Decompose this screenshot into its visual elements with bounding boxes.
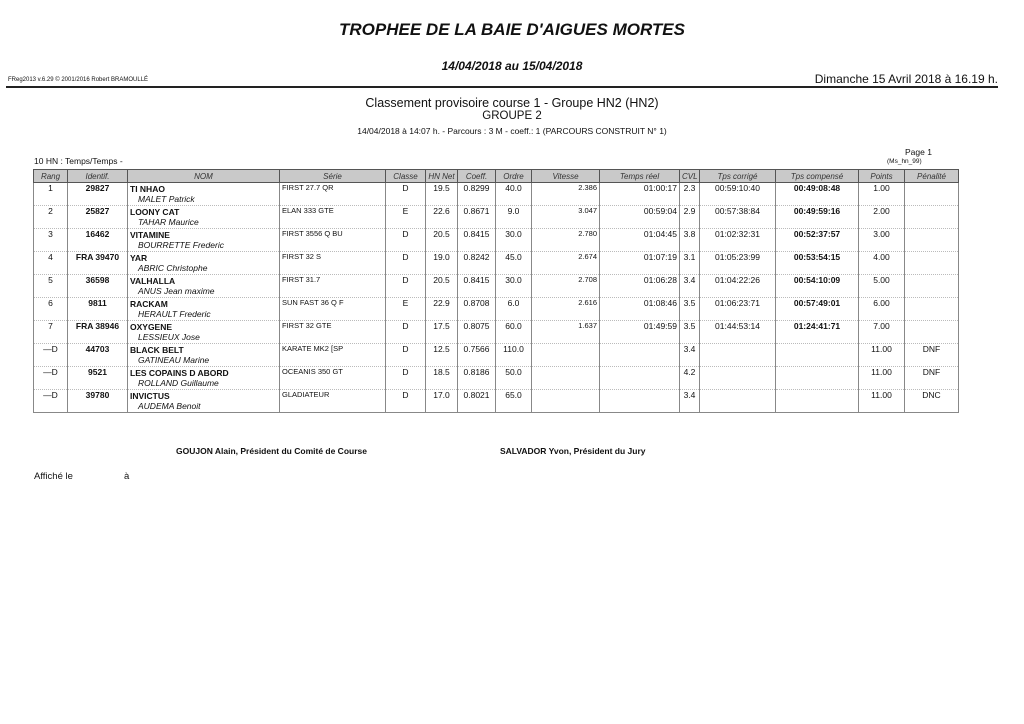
boat-type-cell: KARATE MK2 [SP: [280, 344, 386, 367]
real-time-cell: 01:08:46: [600, 298, 680, 321]
software-credit: FReg2013 v.6.29 © 2001/2016 Robert BRAMOULLÉ: [8, 77, 149, 83]
coeff-cell: 0.8075: [458, 321, 496, 344]
corrected-time-cell: 00:57:38:84: [700, 206, 776, 229]
boat-name: VALHALLA: [130, 276, 176, 286]
corrected-time-cell: 00:59:10:40: [700, 183, 776, 206]
class-cell: E: [386, 298, 426, 321]
order-cell: 40.0: [496, 183, 532, 206]
rank-cell: 2: [34, 206, 68, 229]
speed-cell: 2.708: [532, 275, 600, 298]
class-cell: E: [386, 206, 426, 229]
president-jury: SALVADOR Yvon, Président du Jury: [500, 446, 646, 456]
rank-cell: —D: [34, 390, 68, 413]
boat-name-cell: [128, 275, 280, 298]
corrected-time-cell: 01:05:23:99: [700, 252, 776, 275]
boat-name-cell: [128, 344, 280, 367]
boat-name: VITAMINE: [130, 230, 170, 240]
boat-type-cell: SUN FAST 36 Q F: [280, 298, 386, 321]
penalty-cell: DNF: [905, 367, 959, 390]
speed-cell: 1.637: [532, 321, 600, 344]
boat-name: LOONY CAT: [130, 207, 180, 217]
corrected-time-cell: [700, 367, 776, 390]
cvl-cell: 3.5: [680, 321, 700, 344]
cvl-cell: 4.2: [680, 367, 700, 390]
president-course: GOUJON Alain, Président du Comité de Course: [176, 446, 367, 456]
points-cell: 3.00: [859, 229, 905, 252]
coeff-cell: 0.8242: [458, 252, 496, 275]
table-row: [34, 275, 959, 298]
boat-type-cell: FIRST 32 GTE: [280, 321, 386, 344]
coeff-cell: 0.8299: [458, 183, 496, 206]
hn-net-cell: 18.5: [426, 367, 458, 390]
order-cell: 30.0: [496, 275, 532, 298]
compensated-time-cell: 00:49:59:16: [776, 206, 859, 229]
rank-cell: —D: [34, 367, 68, 390]
col-header-hn-net: HN Net: [426, 170, 458, 183]
table-row: [34, 344, 959, 367]
order-cell: 30.0: [496, 229, 532, 252]
points-cell: 1.00: [859, 183, 905, 206]
corrected-time-cell: [700, 390, 776, 413]
corrected-time-cell: 01:04:22:26: [700, 275, 776, 298]
cvl-cell: 3.1: [680, 252, 700, 275]
corrected-time-cell: 01:02:32:31: [700, 229, 776, 252]
points-cell: 11.00: [859, 367, 905, 390]
real-time-cell: 01:06:28: [600, 275, 680, 298]
boat-name: TI NHAO: [130, 184, 165, 194]
real-time-cell: 00:59:04: [600, 206, 680, 229]
col-header-identif: Identif.: [68, 170, 128, 183]
rank-cell: —D: [34, 344, 68, 367]
rank-cell: 4: [34, 252, 68, 275]
hn-net-cell: 19.5: [426, 183, 458, 206]
race-group: GROUPE 2: [482, 110, 542, 122]
sail-number-cell: 36598: [68, 275, 128, 298]
table-row: [34, 390, 959, 413]
boat-name-cell: [128, 367, 280, 390]
scoring-method: 10 HN : Temps/Temps -: [34, 156, 123, 166]
real-time-cell: 01:07:19: [600, 252, 680, 275]
penalty-cell: [905, 183, 959, 206]
coeff-cell: 0.8708: [458, 298, 496, 321]
points-cell: 5.00: [859, 275, 905, 298]
points-cell: 11.00: [859, 390, 905, 413]
real-time-cell: 01:49:59: [600, 321, 680, 344]
real-time-cell: [600, 367, 680, 390]
skipper-name: TAHAR Maurice: [138, 217, 199, 227]
hn-net-cell: 17.0: [426, 390, 458, 413]
points-cell: 7.00: [859, 321, 905, 344]
order-cell: 50.0: [496, 367, 532, 390]
table-row: [34, 321, 959, 344]
compensated-time-cell: 00:52:37:57: [776, 229, 859, 252]
cvl-cell: 2.9: [680, 206, 700, 229]
speed-cell: [532, 367, 600, 390]
rank-cell: 5: [34, 275, 68, 298]
order-cell: 6.0: [496, 298, 532, 321]
order-cell: 60.0: [496, 321, 532, 344]
class-cell: D: [386, 321, 426, 344]
col-header-classe: Classe: [386, 170, 426, 183]
cvl-cell: 3.4: [680, 344, 700, 367]
points-cell: 2.00: [859, 206, 905, 229]
table-row: [34, 183, 959, 206]
speed-cell: [532, 344, 600, 367]
coeff-cell: 0.8415: [458, 229, 496, 252]
class-cell: D: [386, 367, 426, 390]
corrected-time-cell: [700, 344, 776, 367]
real-time-cell: [600, 390, 680, 413]
speed-cell: 2.386: [532, 183, 600, 206]
boat-name-cell: [128, 390, 280, 413]
coeff-cell: 0.8186: [458, 367, 496, 390]
penalty-cell: [905, 298, 959, 321]
boat-name: INVICTUS: [130, 391, 170, 401]
penalty-cell: [905, 321, 959, 344]
rank-cell: 3: [34, 229, 68, 252]
hn-net-cell: 20.5: [426, 275, 458, 298]
real-time-cell: 01:04:45: [600, 229, 680, 252]
col-header-tps-compense: Tps compensé: [776, 170, 859, 183]
order-cell: 110.0: [496, 344, 532, 367]
corrected-time-cell: 01:44:53:14: [700, 321, 776, 344]
class-cell: D: [386, 344, 426, 367]
speed-cell: 2.616: [532, 298, 600, 321]
class-cell: D: [386, 183, 426, 206]
col-header-nom: NOM: [128, 170, 280, 183]
real-time-cell: 01:00:17: [600, 183, 680, 206]
cvl-cell: 3.4: [680, 390, 700, 413]
boat-type-cell: OCEANIS 350 GT: [280, 367, 386, 390]
speed-cell: 3.047: [532, 206, 600, 229]
skipper-name: AUDEMA Benoit: [138, 401, 201, 411]
boat-name: BLACK BELT: [130, 345, 184, 355]
points-cell: 6.00: [859, 298, 905, 321]
compensated-time-cell: 00:54:10:09: [776, 275, 859, 298]
boat-name-cell: [128, 229, 280, 252]
sail-number-cell: 25827: [68, 206, 128, 229]
boat-type-cell: FIRST 32 S: [280, 252, 386, 275]
compensated-time-cell: 01:24:41:71: [776, 321, 859, 344]
penalty-cell: [905, 275, 959, 298]
page-number: Page 1: [905, 147, 932, 157]
hn-net-cell: 22.9: [426, 298, 458, 321]
coeff-cell: 0.7566: [458, 344, 496, 367]
sail-number-cell: 29827: [68, 183, 128, 206]
coeff-cell: 0.8671: [458, 206, 496, 229]
speed-cell: [532, 390, 600, 413]
skipper-name: HERAULT Frederic: [138, 309, 211, 319]
cvl-cell: 3.8: [680, 229, 700, 252]
header-rule: [6, 86, 998, 88]
skipper-name: ABRIC Christophe: [138, 263, 208, 273]
boat-type-cell: FIRST 27.7 QR: [280, 183, 386, 206]
compensated-time-cell: 00:49:08:48: [776, 183, 859, 206]
cvl-cell: 3.5: [680, 298, 700, 321]
col-header-rang: Rang: [34, 170, 68, 183]
class-cell: D: [386, 275, 426, 298]
hn-net-cell: 22.6: [426, 206, 458, 229]
sail-number-cell: FRA 38946: [68, 321, 128, 344]
hn-net-cell: 17.5: [426, 321, 458, 344]
table-row: [34, 229, 959, 252]
skipper-name: MALET Patrick: [138, 194, 195, 204]
table-row: [34, 298, 959, 321]
boat-name-cell: [128, 252, 280, 275]
points-cell: 11.00: [859, 344, 905, 367]
coeff-cell: 0.8415: [458, 275, 496, 298]
order-cell: 9.0: [496, 206, 532, 229]
table-row: [34, 367, 959, 390]
order-cell: 65.0: [496, 390, 532, 413]
col-header-points: Points: [859, 170, 905, 183]
posted-at-label: à: [124, 471, 130, 482]
penalty-cell: DNF: [905, 344, 959, 367]
boat-name: OXYGENE: [130, 322, 173, 332]
penalty-cell: [905, 229, 959, 252]
compensated-time-cell: 00:53:54:15: [776, 252, 859, 275]
class-cell: D: [386, 229, 426, 252]
boat-type-cell: GLADIATEUR: [280, 390, 386, 413]
sail-number-cell: FRA 39470: [68, 252, 128, 275]
race-title: Classement provisoire course 1 - Groupe HN2 (HN2): [365, 96, 659, 110]
boat-name-cell: [128, 206, 280, 229]
boat-name: LES COPAINS D ABORD: [130, 368, 229, 378]
boat-name-cell: [128, 298, 280, 321]
boat-type-cell: ELAN 333 GTE: [280, 206, 386, 229]
report-ref: (Ms_hn_99): [887, 158, 922, 165]
table-row: [34, 252, 959, 275]
compensated-time-cell: [776, 367, 859, 390]
penalty-cell: DNC: [905, 390, 959, 413]
document-title: TROPHEE DE LA BAIE D'AIGUES MORTES: [339, 20, 685, 39]
speed-cell: 2.674: [532, 252, 600, 275]
hn-net-cell: 20.5: [426, 229, 458, 252]
col-header-temps-reel: Temps réel: [600, 170, 680, 183]
skipper-name: LESSIEUX Jose: [138, 332, 200, 342]
boat-name: RACKAM: [130, 299, 168, 309]
col-header-ordre: Ordre: [496, 170, 532, 183]
sail-number-cell: 44703: [68, 344, 128, 367]
rank-cell: 6: [34, 298, 68, 321]
compensated-time-cell: 00:57:49:01: [776, 298, 859, 321]
print-date: Dimanche 15 Avril 2018 à 16.19 h.: [814, 72, 998, 86]
race-details: 14/04/2018 à 14:07 h. - Parcours : 3 M - coeff.: 1 (PARCOURS CONSTRUIT N° 1): [357, 126, 667, 136]
sail-number-cell: 39780: [68, 390, 128, 413]
cvl-cell: 2.3: [680, 183, 700, 206]
cvl-cell: 3.4: [680, 275, 700, 298]
class-cell: D: [386, 252, 426, 275]
posted-label: Affiché le: [34, 471, 73, 482]
corrected-time-cell: 01:06:23:71: [700, 298, 776, 321]
compensated-time-cell: [776, 390, 859, 413]
header-row: [34, 170, 959, 183]
boat-name-cell: [128, 183, 280, 206]
hn-net-cell: 12.5: [426, 344, 458, 367]
penalty-cell: [905, 206, 959, 229]
skipper-name: GATINEAU Marine: [138, 355, 210, 365]
coeff-cell: 0.8021: [458, 390, 496, 413]
results-table: [33, 169, 959, 413]
col-header-vitesse: Vitesse: [532, 170, 600, 183]
points-cell: 4.00: [859, 252, 905, 275]
penalty-cell: [905, 252, 959, 275]
sail-number-cell: 9521: [68, 367, 128, 390]
skipper-name: ROLLAND Guillaume: [138, 378, 219, 388]
boat-type-cell: FIRST 3556 Q BU: [280, 229, 386, 252]
col-header-serie: Série: [280, 170, 386, 183]
real-time-cell: [600, 344, 680, 367]
boat-type-cell: FIRST 31.7: [280, 275, 386, 298]
boat-name: YAR: [130, 253, 148, 263]
order-cell: 45.0: [496, 252, 532, 275]
col-header-tps-corrige: Tps corrigé: [700, 170, 776, 183]
class-cell: D: [386, 390, 426, 413]
sail-number-cell: 9811: [68, 298, 128, 321]
skipper-name: BOURRETTE Frederic: [138, 240, 224, 250]
boat-name-cell: [128, 321, 280, 344]
sail-number-cell: 16462: [68, 229, 128, 252]
rank-cell: 1: [34, 183, 68, 206]
col-header-cvl: CVL: [680, 170, 700, 183]
table-row: [34, 206, 959, 229]
rank-cell: 7: [34, 321, 68, 344]
col-header-coeff: Coeff.: [458, 170, 496, 183]
speed-cell: 2.780: [532, 229, 600, 252]
skipper-name: ANUS Jean maxime: [138, 286, 215, 296]
event-dates: 14/04/2018 au 15/04/2018: [441, 59, 583, 73]
hn-net-cell: 19.0: [426, 252, 458, 275]
compensated-time-cell: [776, 344, 859, 367]
col-header-penalite: Pénalité: [905, 170, 959, 183]
